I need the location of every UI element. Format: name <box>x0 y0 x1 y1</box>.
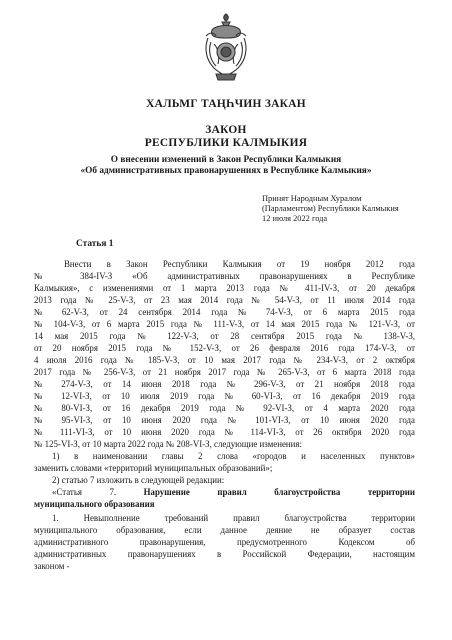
adopted-date: 12 июля 2022 года <box>262 214 328 223</box>
body-line: № 104-V-З, от 6 марта 2015 года № 111-V-З, от 14 мая 2015 года № 121-V-З, от <box>34 319 415 329</box>
body-line: № 80-VI-З, от 16 декабря 2019 года № 92-VI-З, от 4 марта 2020 года <box>34 403 415 413</box>
title-law: ЗАКОН <box>205 124 247 136</box>
article-7-prefix: «Статья 7. <box>52 487 117 497</box>
body-line: № 95-VI-З, от 10 июня 2020 года № 101-VI-З, от 10 июня 2020 года <box>34 415 415 425</box>
item-1-line-1: 1) в наименовании главы 2 слова «городов и населенных пунктов» <box>52 451 415 461</box>
adopted-line-1: Принят Народным Хуралом <box>262 194 362 203</box>
item-1-line-2: заменить словами «территорий муниципальных образований»; <box>34 463 273 473</box>
body-line: 2013 года № 25-V-З, от 23 мая 2014 года № 54-V-З, от 11 июля 2014 года <box>34 295 415 305</box>
subtitle-line-2: «Об административных правонарушениях в Республике Калмыкия» <box>80 166 372 176</box>
body-line: от 20 ноября 2015 года № 152-V-З, от 26 февраля 2016 года 174-V-З, от <box>34 343 415 353</box>
body-line: № 12-VI-З, от 10 июля 2019 года № 60-VI-З, от 16 декабря 2019 года <box>34 391 415 401</box>
article-7-title-cont: муниципального образования <box>34 499 155 509</box>
title-kalmyk: ХАЛЬМГ ТАҢҺЧИН ЗАКАН <box>146 98 306 110</box>
body-line: № 125-VI-З, от 10 марта 2022 года № 208-VI-З, следующие изменения: <box>34 439 302 449</box>
body-line: 14 мая 2015 года № 122-V-З, от 28 сентября 2015 года № 138-V-З, <box>34 331 415 341</box>
paragraph-line: 1. Невыполнение требований правил благоустройства территории <box>52 513 415 523</box>
body-line: № 384-IV-З «Об административных правонарушениях в Республике <box>34 271 415 281</box>
title-republic: РЕСПУБЛИКИ КАЛМЫКИЯ <box>144 137 308 149</box>
article-7-title: Нарушение правил благоустройства территории <box>143 487 415 497</box>
body-line: № 111-VI-З, от 10 июня 2020 года № 114-VI-З, от 26 октября 2020 года <box>34 427 415 437</box>
body-line: № 274-V-З, от 14 июня 2018 года № 296-V-З, от 21 ноября 2018 года <box>34 379 415 389</box>
body-line: № 62-V-З, от 24 сентября 2014 года № 74-V-З, от 6 марта 2015 года <box>34 307 415 317</box>
article-7-heading <box>52 486 415 498</box>
body-line: Калмыкия», с изменениями от 1 марта 2013 года № 411-IV-З, от 20 декабря <box>34 283 415 293</box>
emblem-of-kalmykia-icon <box>198 8 254 84</box>
article-heading: Статья 1 <box>76 239 114 249</box>
item-2: 2) статью 7 изложить в следующей редакции: <box>52 475 225 485</box>
body-line: Внести в Закон Республики Калмыкия от 19 ноября 2012 года <box>64 259 415 269</box>
subtitle-line-1: О внесении изменений в Закон Республики Калмыкия <box>110 155 342 165</box>
adopted-line-2: (Парламентом) Республики Калмыкия <box>262 204 399 213</box>
paragraph-line: муниципального образования, если данное деяние не образует состав <box>34 525 415 535</box>
paragraph-line: административного правонарушения, предусмотренного Кодексом об <box>34 537 415 547</box>
paragraph-line: административных правонарушениях в Российской Федерации, настоящим <box>34 549 415 559</box>
paragraph-line: законом - <box>34 561 70 571</box>
body-line: 2017 года № 256-V-З, от 21 ноября 2017 года № 265-V-З, от 6 марта 2018 года <box>34 367 415 377</box>
body-line: 4 июля 2016 года № 185-V-З, от 10 мая 2017 года № 234-V-З, от 2 октября <box>34 355 415 365</box>
